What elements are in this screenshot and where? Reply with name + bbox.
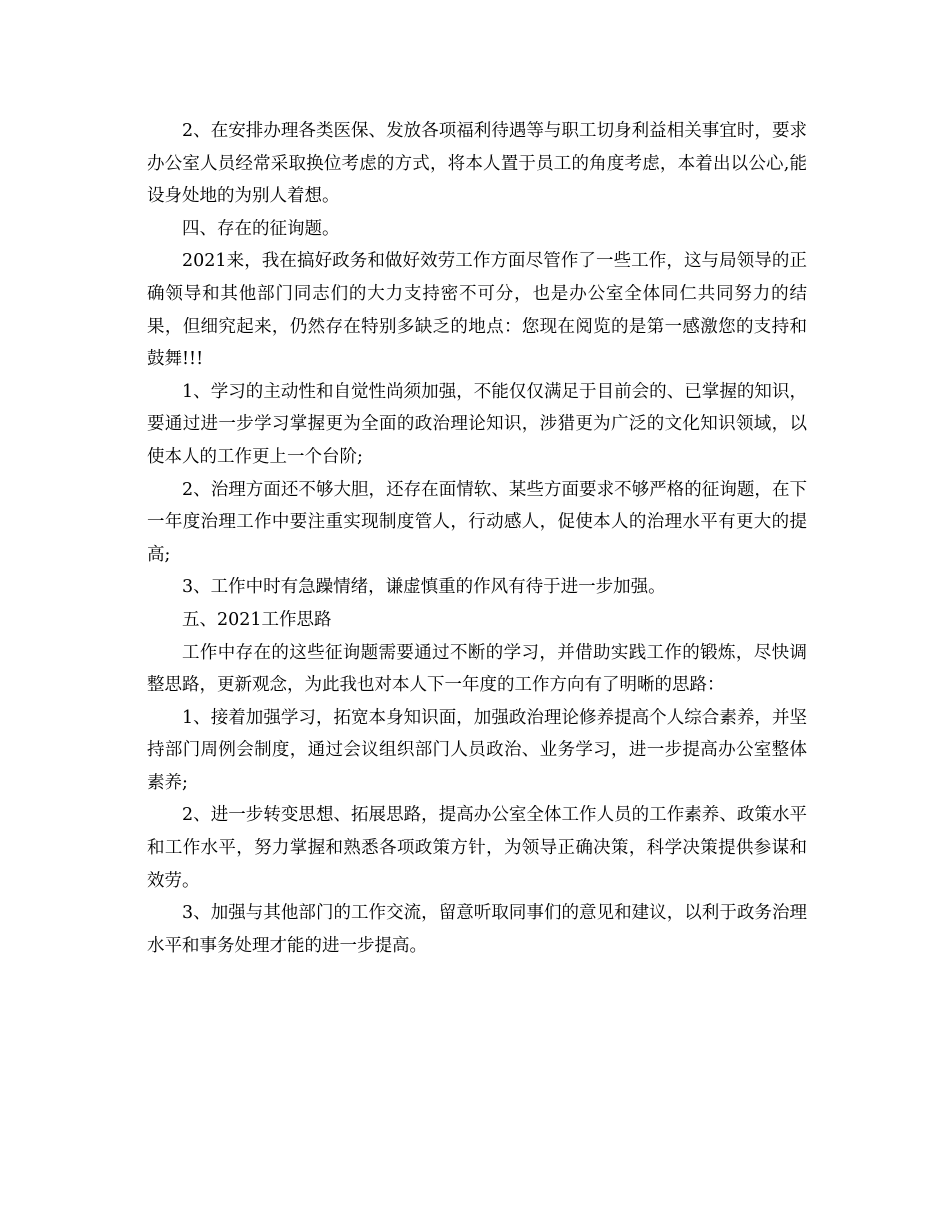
paragraph-idea-2: 2、进一步转变思想、拓展思路，提高办公室全体工作人员的工作素养、政策水平和工作水平，努力掌握和熟悉各项政策方针，为领导正确决策，科学决策提供参谋和效劳。	[147, 805, 807, 891]
document-body	[147, 115, 807, 962]
heading-work-ideas: 五、2021工作思路	[182, 609, 332, 630]
paragraph-problems-intro: 2021来，我在搞好政务和做好效劳工作方面尽管作了一些工作，这与局领导的正确领导和其他部门同志们的大力支持密不可分，也是办公室全体同仁共同努力的结果，但细究起来，仍然存在特别多缺乏的地点：您现在阅览的是第一感激您的支持和鼓舞!!!	[147, 251, 807, 370]
heading-existing-problems: 四、存在的征询题。	[182, 218, 340, 239]
paragraph-ideas-intro: 工作中存在的这些征询题需要通过不断的学习，并借助实践工作的锻炼，尽快调整思路，更新观念，为此我也对本人下一年度的工作方向有了明晰的思路：	[147, 642, 807, 696]
paragraph-idea-1: 1、接着加强学习，拓宽本身知识面，加强政治理论修养提高个人综合素养，并坚持部门周例会制度，通过会议组织部门人员政治、业务学习，进一步提高办公室整体素养;	[147, 707, 807, 793]
paragraph-problem-1: 1、学习的主动性和自觉性尚须加强，不能仅仅满足于目前会的、已掌握的知识，要通过进一步学习掌握更为全面的政治理论知识，涉猎更为广泛的文化知识领域，以使本人的工作更上一个台阶;	[147, 381, 807, 467]
paragraph-problem-2: 2、治理方面还不够大胆，还存在面情软、某些方面要求不够严格的征询题，在下一年度治理工作中要注重实现制度管人，行动感人，促使本人的治理水平有更大的提高;	[147, 479, 807, 565]
paragraph-idea-3: 3、加强与其他部门的工作交流，留意听取同事们的意见和建议，以利于政务治理水平和事务处理才能的进一步提高。	[147, 903, 807, 956]
paragraph-problem-3: 3、工作中时有急躁情绪，谦虚慎重的作风有待于进一步加强。	[182, 577, 666, 598]
paragraph-welfare-matters: 2、在安排办理各类医保、发放各项福利待遇等与职工切身利益相关事宜时，要求办公室人员经常采取换位考虑的方式，将本人置于员工的角度考虑，本着出以公心,能设身处地的为别人着想。	[147, 121, 807, 207]
